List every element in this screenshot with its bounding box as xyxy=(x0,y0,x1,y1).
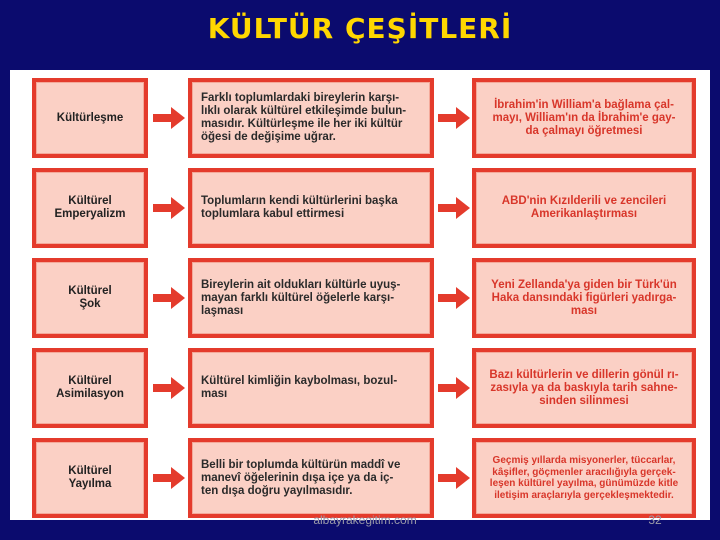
term-label: Kültürel Şok xyxy=(36,262,144,334)
right-arrow-icon xyxy=(153,286,185,310)
definition-text: Kültürel kimliğin kaybolması, bozul- ması xyxy=(192,352,430,424)
table-row xyxy=(10,258,710,338)
definition-card xyxy=(188,168,434,248)
definition-text: Farklı toplumlardaki bireylerin karşı- lıklı olarak kültürel etkileşimde bulun- masıdır. Kültürleşme ile her iki kültür öğesi de değişime uğrar. xyxy=(192,82,430,154)
right-arrow-icon xyxy=(153,466,185,490)
right-arrow-icon xyxy=(153,106,185,130)
right-arrow-icon xyxy=(438,106,470,130)
right-arrow-icon xyxy=(438,376,470,400)
right-arrow-icon xyxy=(153,196,185,220)
example-text: Yeni Zellanda'ya giden bir Türk'ün Haka dansındaki figürleri yadırga- ması xyxy=(476,262,692,334)
example-text: İbrahim'in William'a bağlama çal- mayı, William'ın da İbrahim'e gay- da çalmayı öğretmesi xyxy=(476,82,692,154)
example-card xyxy=(472,348,696,428)
term-label: Kültürel Yayılma xyxy=(36,442,144,514)
term-card xyxy=(32,78,148,158)
term-card xyxy=(32,348,148,428)
table-row xyxy=(10,78,710,158)
right-arrow-icon xyxy=(438,196,470,220)
definition-card xyxy=(188,348,434,428)
footer-website: albayrakegitim.com xyxy=(313,513,417,527)
term-card xyxy=(32,168,148,248)
definition-card xyxy=(188,78,434,158)
example-card xyxy=(472,438,696,518)
example-card xyxy=(472,78,696,158)
definition-text: Bireylerin ait oldukları kültürle uyuş- mayan farklı kültürel öğelerle karşı- laşması xyxy=(192,262,430,334)
definition-text: Toplumların kendi kültürlerini başka toplumlara kabul ettirmesi xyxy=(192,172,430,244)
slide-title: KÜLTÜR ÇEŞİTLERİ xyxy=(207,12,513,45)
example-text: Geçmiş yıllarda misyonerler, tüccarlar, kâşifler, göçmenler aracılığıyla gerçek- leşen kültürel yayılma, günümüzde kitle iletişim araçlarıyla gerçekleşmektedir. xyxy=(476,442,692,514)
definition-card xyxy=(188,438,434,518)
table-row xyxy=(10,348,710,428)
right-arrow-icon xyxy=(438,286,470,310)
term-card xyxy=(32,258,148,338)
term-label: Kültürel Asimilasyon xyxy=(36,352,144,424)
concept-table xyxy=(10,70,710,520)
right-arrow-icon xyxy=(153,376,185,400)
term-label: Kültürel Emperyalizm xyxy=(36,172,144,244)
table-row xyxy=(10,168,710,248)
term-card xyxy=(32,438,148,518)
definition-text: Belli bir toplumda kültürün maddî ve manevî öğelerinin dışa içe ya da iç- ten dışa doğru yayılmasıdır. xyxy=(192,442,430,514)
example-card xyxy=(472,258,696,338)
term-label: Kültürleşme xyxy=(36,82,144,154)
right-arrow-icon xyxy=(438,466,470,490)
example-card xyxy=(472,168,696,248)
page-number: 32 xyxy=(648,513,662,527)
definition-card xyxy=(188,258,434,338)
example-text: ABD'nin Kızılderili ve zencileri Amerikanlaştırması xyxy=(476,172,692,244)
example-text: Bazı kültürlerin ve dillerin gönül rı- zasıyla ya da baskıyla tarih sahne- sinden silinmesi xyxy=(476,352,692,424)
table-row xyxy=(10,438,710,518)
